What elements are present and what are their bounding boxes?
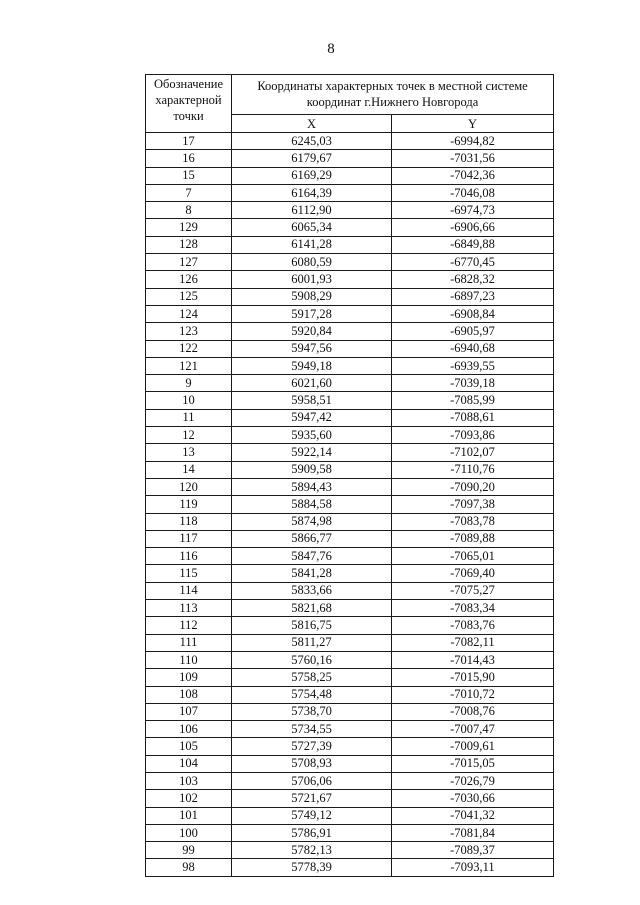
x-coordinate-cell: 5782,13	[232, 842, 392, 859]
table-row	[146, 305, 554, 322]
point-id-cell: 102	[146, 790, 232, 807]
table-row	[146, 617, 554, 634]
x-coordinate-cell: 5786,91	[232, 824, 392, 841]
y-coordinate-cell: -7083,34	[392, 600, 554, 617]
table-row	[146, 478, 554, 495]
y-coordinate-cell: -6849,88	[392, 236, 554, 253]
x-coordinate-cell: 6021,60	[232, 375, 392, 392]
y-coordinate-cell: -7008,76	[392, 703, 554, 720]
x-coordinate-cell: 6164,39	[232, 184, 392, 201]
y-coordinate-cell: -6905,97	[392, 323, 554, 340]
x-coordinate-cell: 6080,59	[232, 254, 392, 271]
point-id-cell: 109	[146, 669, 232, 686]
x-coordinate-cell: 5920,84	[232, 323, 392, 340]
y-coordinate-cell: -7081,84	[392, 824, 554, 841]
table-row	[146, 565, 554, 582]
y-coordinate-cell: -7088,61	[392, 409, 554, 426]
y-coordinate-cell: -6906,66	[392, 219, 554, 236]
x-coordinate-cell: 5721,67	[232, 790, 392, 807]
table-row	[146, 790, 554, 807]
x-coordinate-cell: 5894,43	[232, 478, 392, 495]
point-id-cell: 11	[146, 409, 232, 426]
x-coordinate-cell: 5749,12	[232, 807, 392, 824]
table-row	[146, 738, 554, 755]
table-row	[146, 721, 554, 738]
point-id-cell: 98	[146, 859, 232, 876]
y-coordinate-cell: -7089,37	[392, 842, 554, 859]
x-coordinate-cell: 5958,51	[232, 392, 392, 409]
y-coordinate-cell: -7007,47	[392, 721, 554, 738]
x-coordinate-cell: 6179,67	[232, 150, 392, 167]
table-row	[146, 202, 554, 219]
y-coordinate-cell: -7015,05	[392, 755, 554, 772]
x-coordinate-cell: 5909,58	[232, 461, 392, 478]
point-id-cell: 123	[146, 323, 232, 340]
table-row	[146, 600, 554, 617]
y-coordinate-cell: -7093,11	[392, 859, 554, 876]
point-id-cell: 16	[146, 150, 232, 167]
point-id-cell: 111	[146, 634, 232, 651]
table-row	[146, 150, 554, 167]
coordinates-table	[145, 74, 554, 877]
table-body	[146, 133, 554, 877]
table-row	[146, 236, 554, 253]
point-id-cell: 10	[146, 392, 232, 409]
point-id-cell: 124	[146, 305, 232, 322]
point-id-cell: 103	[146, 772, 232, 789]
y-coordinate-cell: -7041,32	[392, 807, 554, 824]
x-coordinate-cell: 5866,77	[232, 530, 392, 547]
x-coordinate-cell: 6001,93	[232, 271, 392, 288]
y-coordinate-cell: -6828,32	[392, 271, 554, 288]
x-coordinate-cell: 5935,60	[232, 427, 392, 444]
y-coordinate-cell: -7031,56	[392, 150, 554, 167]
point-id-cell: 114	[146, 582, 232, 599]
x-coordinate-cell: 5821,68	[232, 600, 392, 617]
table-row	[146, 340, 554, 357]
table-row	[146, 842, 554, 859]
point-id-cell: 9	[146, 375, 232, 392]
point-id-cell: 122	[146, 340, 232, 357]
table-row	[146, 703, 554, 720]
y-coordinate-cell: -6974,73	[392, 202, 554, 219]
point-id-cell: 117	[146, 530, 232, 547]
y-coordinate-cell: -6770,45	[392, 254, 554, 271]
y-coordinate-cell: -7083,76	[392, 617, 554, 634]
y-coordinate-cell: -7110,76	[392, 461, 554, 478]
table-row	[146, 807, 554, 824]
point-id-cell: 105	[146, 738, 232, 755]
table-row	[146, 582, 554, 599]
point-id-cell: 101	[146, 807, 232, 824]
point-id-cell: 129	[146, 219, 232, 236]
point-id-cell: 112	[146, 617, 232, 634]
point-id-cell: 13	[146, 444, 232, 461]
x-coordinate-cell: 6245,03	[232, 133, 392, 150]
y-coordinate-cell: -7039,18	[392, 375, 554, 392]
table-row	[146, 427, 554, 444]
point-id-cell: 106	[146, 721, 232, 738]
table-row	[146, 651, 554, 668]
table-row	[146, 219, 554, 236]
x-coordinate-cell: 5758,25	[232, 669, 392, 686]
table-row	[146, 392, 554, 409]
point-id-cell: 116	[146, 548, 232, 565]
x-coordinate-cell: 5738,70	[232, 703, 392, 720]
x-coordinate-cell: 5884,58	[232, 496, 392, 513]
point-id-cell: 115	[146, 565, 232, 582]
page-number: 8	[327, 41, 335, 57]
y-coordinate-cell: -7093,86	[392, 427, 554, 444]
table-row	[146, 184, 554, 201]
y-coordinate-cell: -7010,72	[392, 686, 554, 703]
point-id-cell: 12	[146, 427, 232, 444]
y-coordinate-cell: -7085,99	[392, 392, 554, 409]
table-row	[146, 357, 554, 374]
y-coordinate-cell: -7083,78	[392, 513, 554, 530]
table-row	[146, 513, 554, 530]
x-coordinate-cell: 6065,34	[232, 219, 392, 236]
table-row	[146, 686, 554, 703]
point-id-cell: 110	[146, 651, 232, 668]
x-coordinate-cell: 5947,42	[232, 409, 392, 426]
table-row	[146, 323, 554, 340]
table-row	[146, 496, 554, 513]
point-id-cell: 108	[146, 686, 232, 703]
y-coordinate-cell: -7014,43	[392, 651, 554, 668]
y-coordinate-cell: -6994,82	[392, 133, 554, 150]
table-row	[146, 530, 554, 547]
header-row	[146, 75, 554, 115]
table-header	[146, 75, 554, 133]
y-coordinate-cell: -7009,61	[392, 738, 554, 755]
point-id-cell: 119	[146, 496, 232, 513]
point-id-cell: 127	[146, 254, 232, 271]
y-coordinate-cell: -7065,01	[392, 548, 554, 565]
y-coordinate-cell: -6939,55	[392, 357, 554, 374]
point-id-cell: 107	[146, 703, 232, 720]
x-coordinate-cell: 5947,56	[232, 340, 392, 357]
designation-header: Обозначение характерной точки	[146, 75, 232, 133]
x-coordinate-cell: 5833,66	[232, 582, 392, 599]
x-coordinate-cell: 5816,75	[232, 617, 392, 634]
table-row	[146, 755, 554, 772]
table-row	[146, 669, 554, 686]
x-coordinate-cell: 5847,76	[232, 548, 392, 565]
coordinates-group-header: Координаты характерных точек в местной системе координат г.Нижнего Новгорода	[232, 75, 554, 115]
x-coordinate-cell: 6141,28	[232, 236, 392, 253]
point-id-cell: 14	[146, 461, 232, 478]
y-coordinate-cell: -7026,79	[392, 772, 554, 789]
y-coordinate-cell: -7015,90	[392, 669, 554, 686]
point-id-cell: 113	[146, 600, 232, 617]
x-coordinate-cell: 5949,18	[232, 357, 392, 374]
table-row	[146, 634, 554, 651]
point-id-cell: 120	[146, 478, 232, 495]
table-row	[146, 375, 554, 392]
table-row	[146, 271, 554, 288]
point-id-cell: 125	[146, 288, 232, 305]
point-id-cell: 126	[146, 271, 232, 288]
point-id-cell: 128	[146, 236, 232, 253]
x-coordinate-cell: 5811,27	[232, 634, 392, 651]
x-coordinate-cell: 5874,98	[232, 513, 392, 530]
y-coordinate-cell: -7090,20	[392, 478, 554, 495]
x-coordinate-cell: 5841,28	[232, 565, 392, 582]
x-coordinate-cell: 6169,29	[232, 167, 392, 184]
table-row	[146, 288, 554, 305]
y-coordinate-cell: -7046,08	[392, 184, 554, 201]
point-id-cell: 104	[146, 755, 232, 772]
x-coordinate-cell: 5908,29	[232, 288, 392, 305]
y-coordinate-cell: -7030,66	[392, 790, 554, 807]
x-coordinate-cell: 6112,90	[232, 202, 392, 219]
x-coordinate-cell: 5754,48	[232, 686, 392, 703]
y-column-header: Y	[392, 115, 554, 133]
point-id-cell: 99	[146, 842, 232, 859]
table-row	[146, 409, 554, 426]
table-row	[146, 133, 554, 150]
y-coordinate-cell: -7102,07	[392, 444, 554, 461]
x-coordinate-cell: 5922,14	[232, 444, 392, 461]
x-coordinate-cell: 5917,28	[232, 305, 392, 322]
table-row	[146, 461, 554, 478]
y-coordinate-cell: -7075,27	[392, 582, 554, 599]
table-row	[146, 548, 554, 565]
table-row	[146, 824, 554, 841]
point-id-cell: 121	[146, 357, 232, 374]
table-row	[146, 254, 554, 271]
table-row	[146, 167, 554, 184]
point-id-cell: 15	[146, 167, 232, 184]
x-coordinate-cell: 5734,55	[232, 721, 392, 738]
x-coordinate-cell: 5708,93	[232, 755, 392, 772]
y-coordinate-cell: -6897,23	[392, 288, 554, 305]
y-coordinate-cell: -6940,68	[392, 340, 554, 357]
point-id-cell: 8	[146, 202, 232, 219]
y-coordinate-cell: -7089,88	[392, 530, 554, 547]
table-row	[146, 444, 554, 461]
y-coordinate-cell: -7082,11	[392, 634, 554, 651]
x-coordinate-cell: 5760,16	[232, 651, 392, 668]
y-coordinate-cell: -6908,84	[392, 305, 554, 322]
y-coordinate-cell: -7042,36	[392, 167, 554, 184]
x-coordinate-cell: 5727,39	[232, 738, 392, 755]
x-coordinate-cell: 5706,06	[232, 772, 392, 789]
point-id-cell: 100	[146, 824, 232, 841]
point-id-cell: 17	[146, 133, 232, 150]
table-row	[146, 772, 554, 789]
y-coordinate-cell: -7097,38	[392, 496, 554, 513]
x-coordinate-cell: 5778,39	[232, 859, 392, 876]
point-id-cell: 118	[146, 513, 232, 530]
table-row	[146, 859, 554, 876]
x-column-header: X	[232, 115, 392, 133]
point-id-cell: 7	[146, 184, 232, 201]
y-coordinate-cell: -7069,40	[392, 565, 554, 582]
